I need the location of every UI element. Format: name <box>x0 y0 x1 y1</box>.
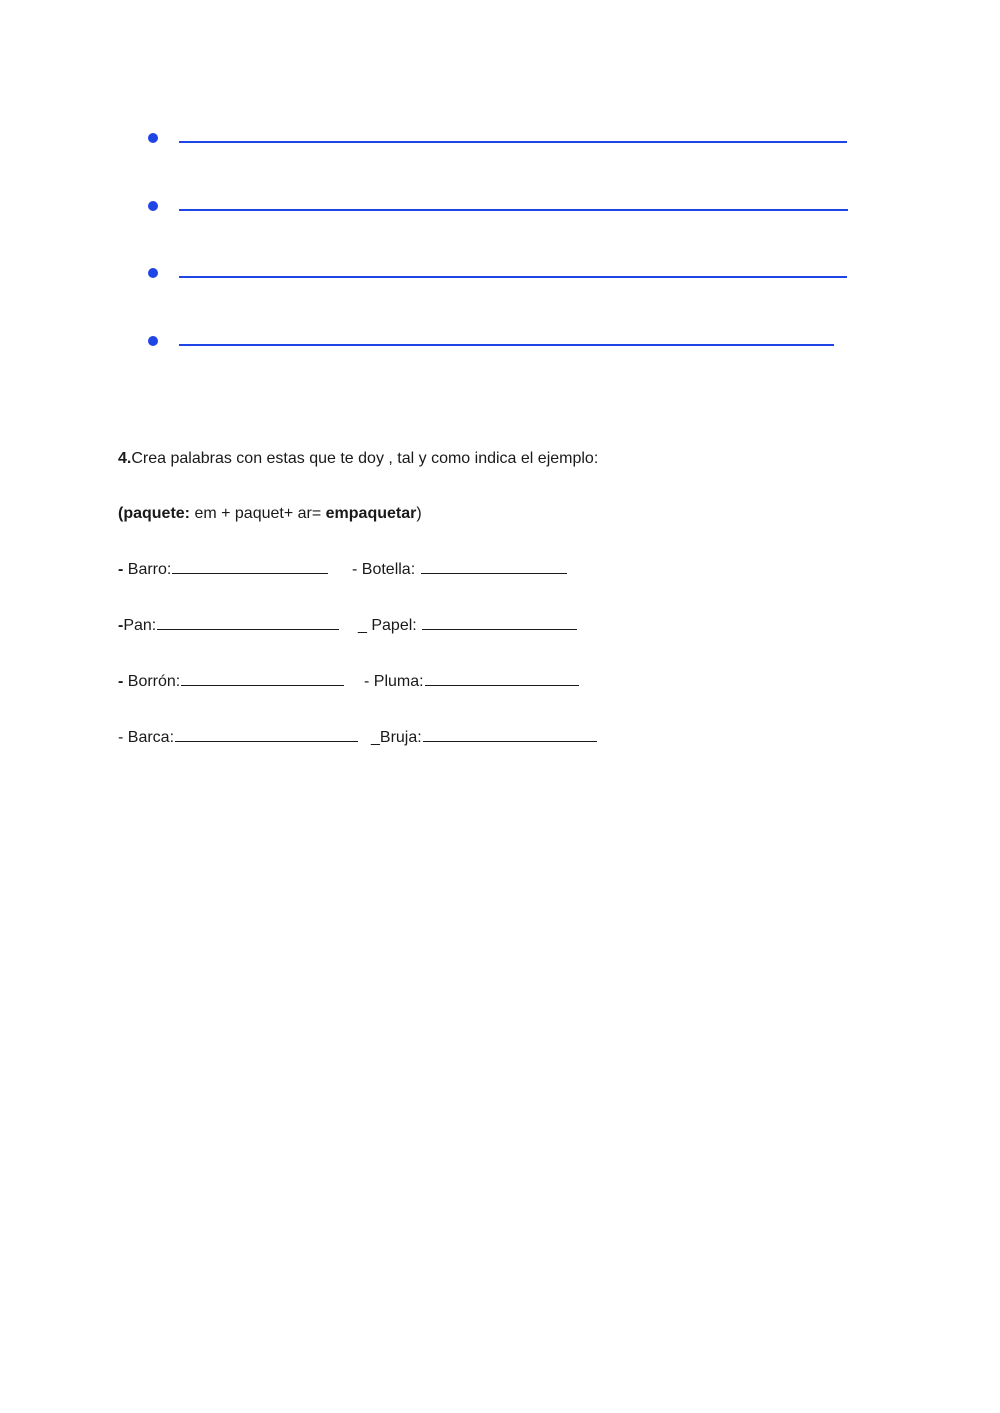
field-label: Papel: <box>371 617 422 634</box>
word-field-pan <box>118 615 339 636</box>
answer-blank-line[interactable] <box>179 344 834 346</box>
bullet-answer-row <box>148 201 848 221</box>
field-prefix: - <box>118 617 124 634</box>
example-open-paren: ( <box>118 505 124 522</box>
example-formula: em + paquet+ ar= <box>190 505 326 522</box>
field-prefix: - <box>364 673 374 690</box>
field-label: Pan: <box>123 617 157 634</box>
word-field-barro <box>118 559 328 580</box>
answer-blank-line[interactable] <box>179 141 847 143</box>
answer-blank[interactable] <box>422 615 577 630</box>
bullet-dot-icon <box>148 133 158 143</box>
exercise-instruction-text: Crea palabras con estas que te doy , tal y como indica el ejemplo: <box>131 450 599 467</box>
bullet-answer-row <box>148 133 848 153</box>
bullet-answer-row <box>148 336 848 356</box>
example-close-paren: ) <box>416 505 422 522</box>
word-field-pluma <box>364 671 579 692</box>
answer-blank[interactable] <box>157 615 339 630</box>
field-label: Barca: <box>127 729 175 746</box>
field-prefix: - <box>118 729 128 746</box>
bullet-dot-icon <box>148 336 158 346</box>
bullet-answer-row <box>148 268 848 288</box>
answer-blank-line[interactable] <box>179 209 848 211</box>
word-field-borron <box>118 671 344 692</box>
field-label: Botella: <box>361 561 420 578</box>
field-label: Bruja: <box>379 729 422 746</box>
example-result: empaquetar <box>325 505 417 522</box>
answer-blank[interactable] <box>172 559 328 574</box>
field-label: Borrón: <box>127 673 181 690</box>
field-prefix: - <box>352 561 362 578</box>
field-prefix: - <box>118 673 128 690</box>
answer-blank[interactable] <box>425 671 579 686</box>
field-prefix: _ <box>358 617 372 634</box>
example-word: paquete: <box>123 505 190 522</box>
field-prefix: _ <box>371 729 380 746</box>
answer-blank[interactable] <box>181 671 344 686</box>
word-field-barca <box>118 727 358 748</box>
field-prefix: - <box>118 561 128 578</box>
field-label: Barro: <box>127 561 172 578</box>
answer-blank[interactable] <box>421 559 567 574</box>
answer-blank[interactable] <box>175 727 358 742</box>
exercise-number: 4. <box>118 450 132 467</box>
word-field-bruja <box>371 727 597 748</box>
exercise-example <box>118 504 422 524</box>
bullet-dot-icon <box>148 268 158 278</box>
exercise-instruction <box>118 449 598 469</box>
answer-blank[interactable] <box>423 727 597 742</box>
word-field-botella <box>352 559 567 580</box>
answer-blank-line[interactable] <box>179 276 847 278</box>
bullet-dot-icon <box>148 201 158 211</box>
field-label: Pluma: <box>373 673 424 690</box>
word-field-papel <box>358 615 577 636</box>
